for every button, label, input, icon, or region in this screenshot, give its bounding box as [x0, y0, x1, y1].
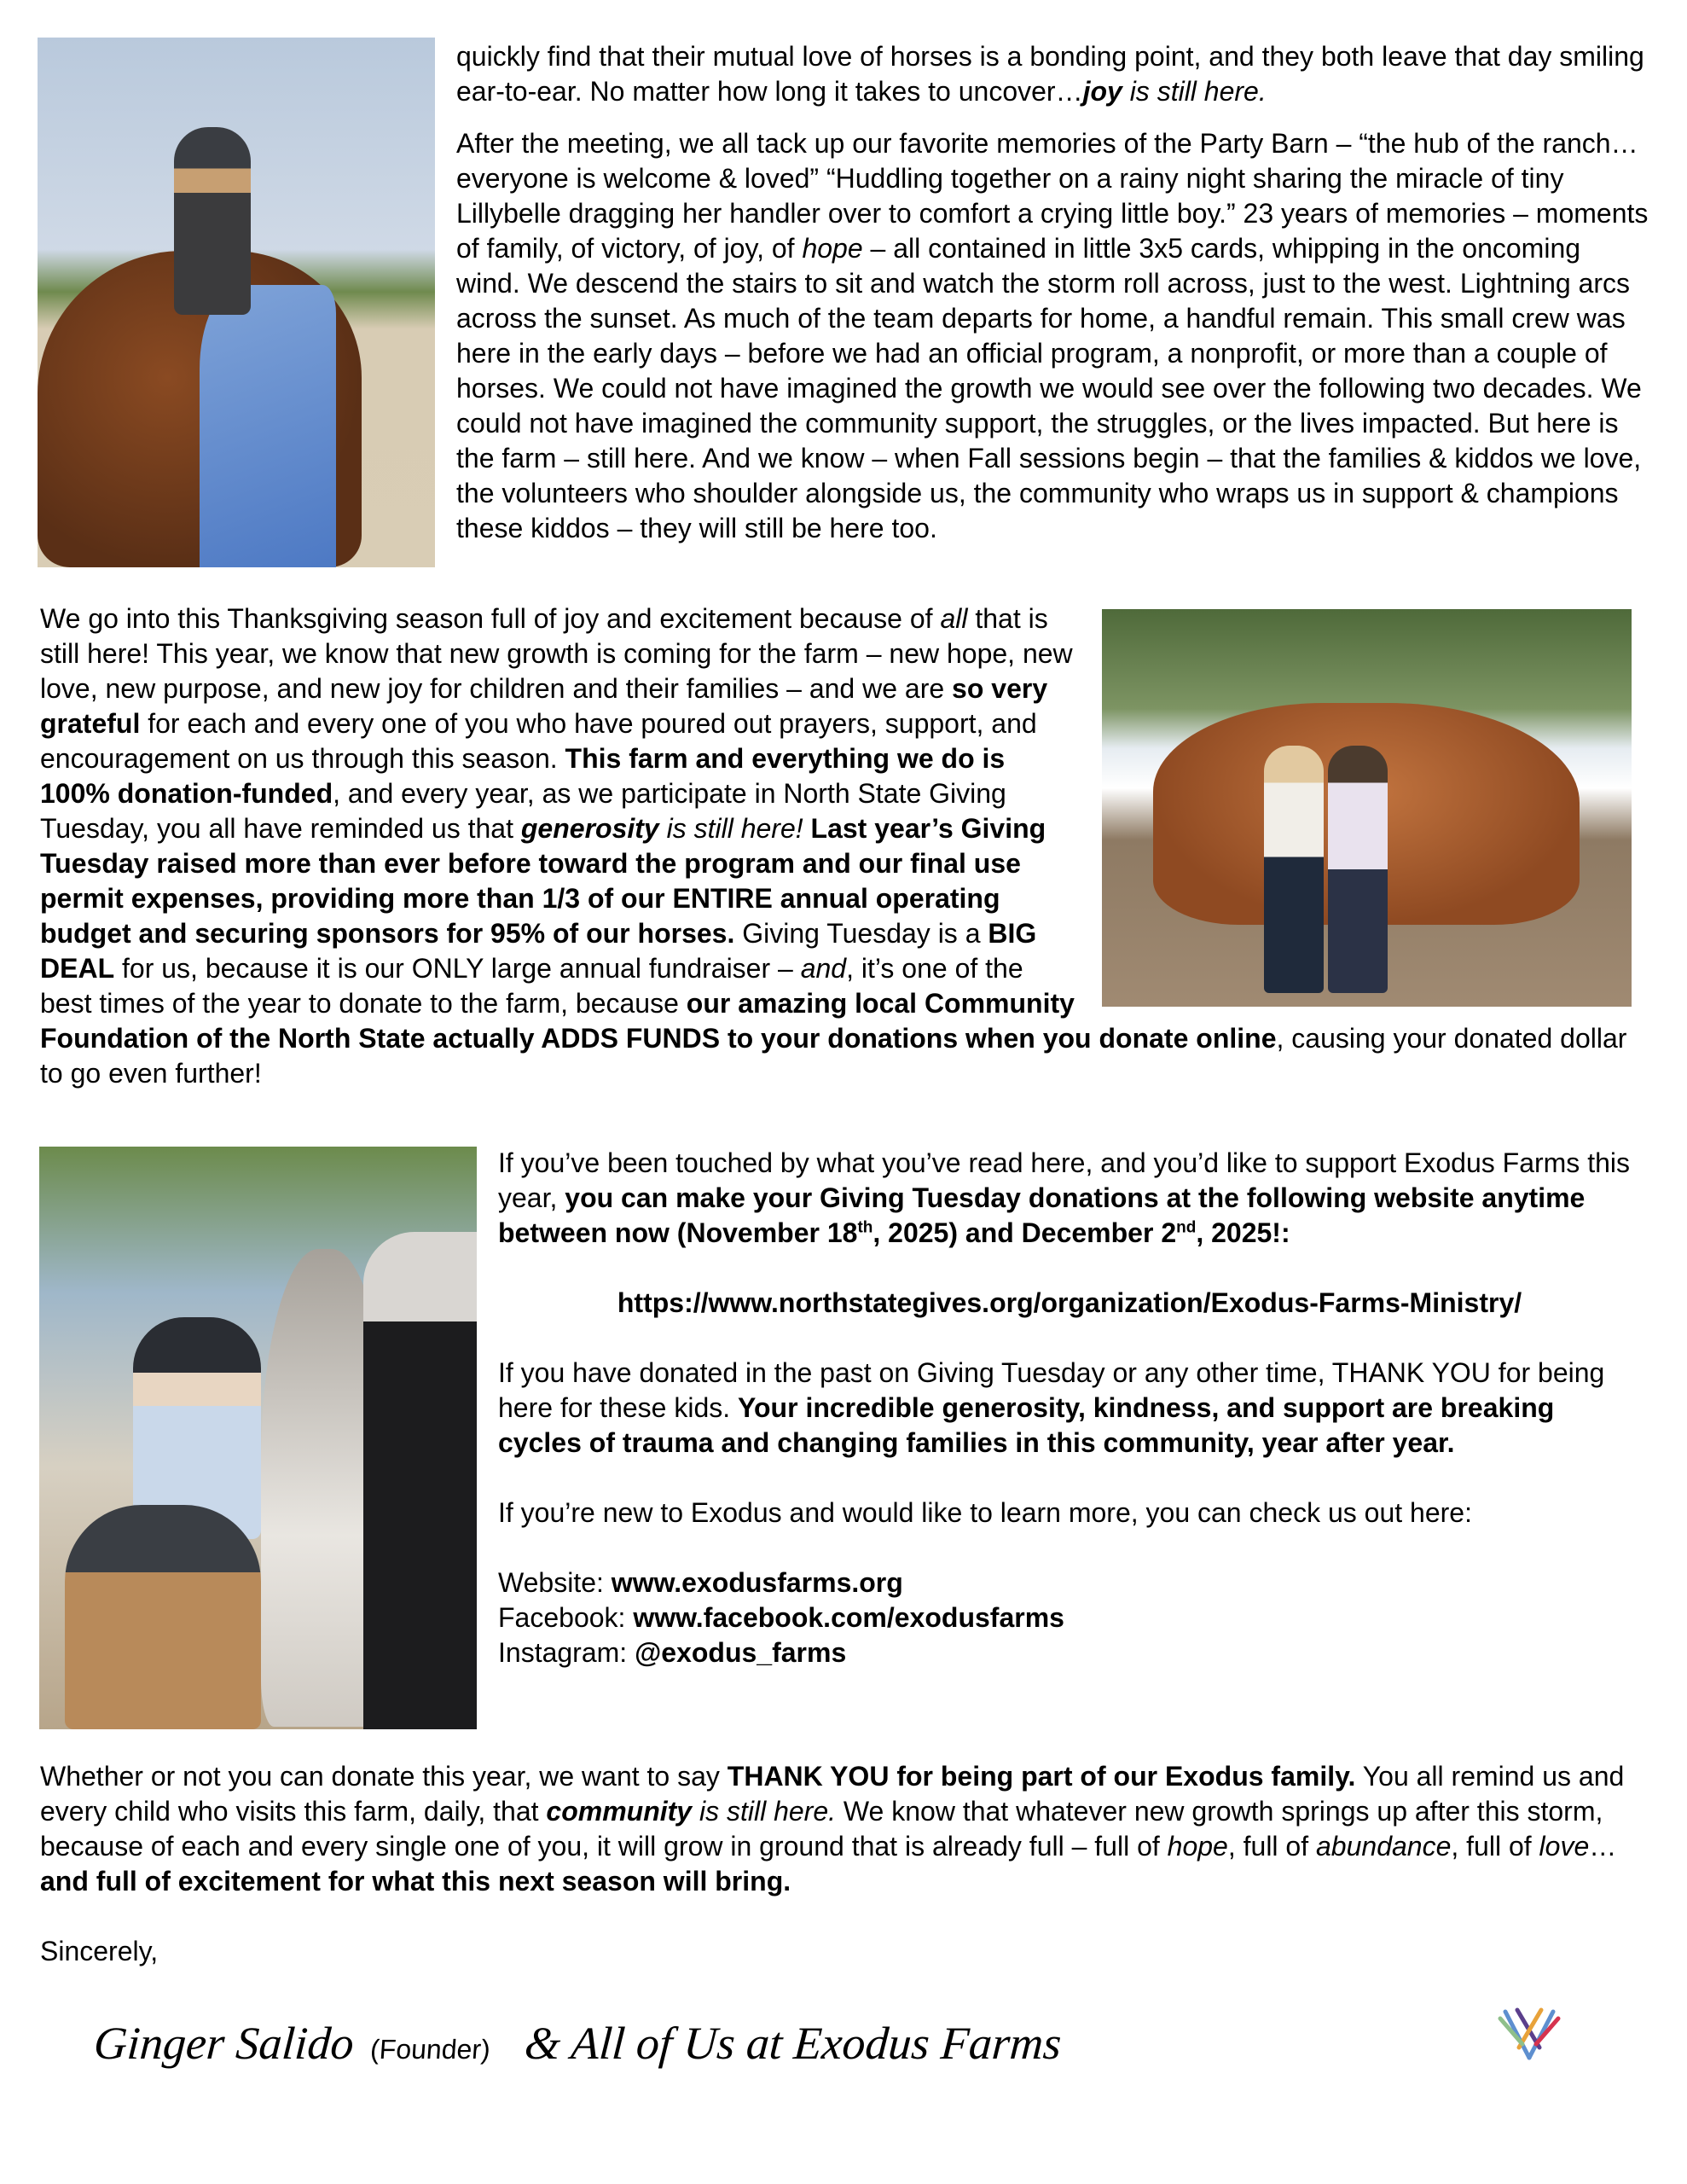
instagram-label: Instagram: — [498, 1637, 635, 1668]
intro-paragraph-2 — [456, 126, 1650, 546]
instagram-line — [498, 1635, 1641, 1670]
signature-org: & All of Us at Exodus Farms — [523, 2018, 1064, 2069]
signature — [91, 2013, 1063, 2079]
text-run: You all remind us and every child who visits this farm, daily, that — [40, 1761, 1625, 1827]
website-label: Website: — [498, 1567, 612, 1598]
text-run: We go into this Thanksgiving season full of joy and excitement because of — [40, 603, 941, 634]
intro-paragraph-1 — [456, 39, 1650, 109]
text-run: community — [546, 1796, 693, 1827]
tarp-shape — [200, 285, 336, 567]
text-run: joy — [1082, 76, 1122, 107]
closing-paragraph — [40, 1759, 1644, 1899]
giving-tuesday-heart-logo-icon — [1497, 2007, 1562, 2061]
text-run: our amazing local Community Foundation of the North State actually ADDS FUNDS to your donations when you donate online — [40, 988, 1277, 1054]
text-run: , 2025!: — [1196, 1217, 1290, 1248]
text-run: We know that whatever new growth springs up after this storm, because of each and every single one of you, it will grow in ground that is already full – full of — [40, 1796, 1603, 1862]
text-run: , full of — [1451, 1831, 1539, 1862]
donate-paragraph-2 — [498, 1356, 1641, 1461]
child-shape — [65, 1505, 261, 1729]
text-run: , full of — [1227, 1831, 1316, 1862]
rider-shape — [174, 127, 251, 315]
text-run: generosity — [520, 813, 659, 844]
signature-name: Ginger Salido — [92, 2018, 356, 2069]
photo-girl-riding-horse — [38, 38, 435, 567]
text-run: all — [940, 603, 968, 634]
text-run: Last year’s Giving Tuesday raised more than ever before toward the program and our final use permit expenses, providing more than 1/3 of our ENTIRE annual operating budget and securing sponsors for 95% of our horses. — [40, 813, 1046, 949]
text-run: Your incredible generosity, kindness, and support are breaking cycles of trauma and changing families in this community, year after year. — [498, 1392, 1555, 1458]
text-run: After the meeting, we all tack up our favorite memories of the Party Barn – “the hub of the ranch…everyone is welcome & loved” “Huddling together on a rainy night sharing the miracle of tiny Lillybelle dragging her handler over to comfort a crying little boy.” 23 years of memories – moments of family, of victory, of joy, of — [456, 128, 1649, 264]
facebook-line — [498, 1600, 1641, 1635]
website-link[interactable]: www.exodusfarms.org — [611, 1567, 903, 1598]
text-run: Giving Tuesday is a — [734, 918, 988, 949]
text-run: THANK YOU for being part of our Exodus family. — [727, 1761, 1356, 1792]
donate-paragraph-3: If you’re new to Exodus and would like to learn more, you can check us out here: — [498, 1497, 1472, 1528]
text-run: is still here! — [658, 813, 811, 844]
donate-paragraph-1 — [498, 1146, 1641, 1251]
text-run: and — [800, 953, 847, 984]
text-run: If you’ve been touched by what you’ve read here, and you’d like to support Exodus Farms this year, — [498, 1147, 1630, 1213]
text-run: nd — [1176, 1218, 1197, 1237]
text-run: is still here. — [1122, 76, 1267, 107]
facebook-label: Facebook: — [498, 1602, 634, 1633]
person-shape — [1328, 746, 1388, 993]
text-run: love — [1539, 1831, 1590, 1862]
text-run: hope — [1167, 1831, 1228, 1862]
intro-section — [456, 39, 1650, 546]
text-run: If you have donated in the past on Giving Tuesday or any other time, THANK YOU for being here for these kids. — [498, 1357, 1605, 1423]
signoff: Sincerely, — [40, 1936, 159, 1966]
text-run: , 2025) and December 2 — [872, 1217, 1177, 1248]
website-line — [498, 1565, 1641, 1600]
closing-section — [40, 1759, 1644, 1969]
person-shape — [1264, 746, 1324, 993]
facebook-link[interactable]: www.facebook.com/exodusfarms — [633, 1602, 1064, 1633]
text-run: Whether or not you can donate this year, we want to say — [40, 1761, 728, 1792]
text-run: This farm and everything we do is 100% donation-funded — [40, 743, 1006, 809]
contact-links — [498, 1565, 1641, 1670]
text-run: and full of excitement for what this next season will bring. — [40, 1866, 791, 1896]
text-run: you can make your Giving Tuesday donations at the following website anytime between now (November 18 — [498, 1182, 1586, 1248]
donate-section — [498, 1146, 1641, 1670]
text-run: for each and every one of you who have poured out prayers, support, and encouragement on us through this season. — [40, 708, 1037, 774]
instagram-link[interactable]: @exodus_farms — [635, 1637, 847, 1668]
donation-url-link[interactable]: https://www.northstategives.org/organization/Exodus-Farms-Ministry/ — [617, 1287, 1522, 1318]
text-run: , and every year, as we participate in North State Giving Tuesday, you all have reminded us that — [40, 778, 1006, 844]
text-run: is still here. — [692, 1796, 837, 1827]
text-run: … — [1589, 1831, 1617, 1862]
text-run: so very grateful — [40, 673, 1048, 739]
signature-role: (Founder) — [368, 2034, 492, 2065]
photo-women-with-horse — [1102, 609, 1632, 1007]
text-run: BIG DEAL — [40, 918, 1037, 984]
text-run: hope — [802, 233, 863, 264]
text-run: for us, because it is our ONLY large annual fundraiser – — [114, 953, 801, 984]
text-run: that is still here! This year, we know that new growth is coming for the farm – new hope, new love, new purpose, and new joy for children and their families – and we are — [40, 603, 1073, 704]
text-run: , it’s one of the best times of the year to donate to the farm, because — [40, 953, 1023, 1019]
text-run: th — [857, 1218, 873, 1237]
adult-shape — [363, 1232, 477, 1729]
photo-kids-with-horse — [39, 1147, 477, 1729]
text-run: , causing your donated dollar to go even further! — [40, 1023, 1627, 1089]
text-run: – all contained in little 3x5 cards, whipping in the oncoming wind. We descend the stairs to sit and watch the storm roll across, just to the west. Lightning arcs across the sunset. As much of the team departs for home, a handful remain. This small crew was here in the early days – before we had an official program, a nonprofit, or more than a couple of horses. We could not have imagined the growth we would see over the following two decades. We could not have imagined the community support, the struggles, or the lives impacted. But here is the farm – still here. And we know – when Fall sessions begin – that the families & kiddos we love, the volunteers who shoulder alongside us, the community who wraps us in support & champions these kiddos – they will still be here too. — [456, 233, 1642, 543]
text-run: abundance — [1316, 1831, 1452, 1862]
text-run: quickly find that their mutual love of horses is a bonding point, and they both leave that day smiling ear-to-ear. No matter how long it takes to uncover… — [456, 41, 1644, 107]
